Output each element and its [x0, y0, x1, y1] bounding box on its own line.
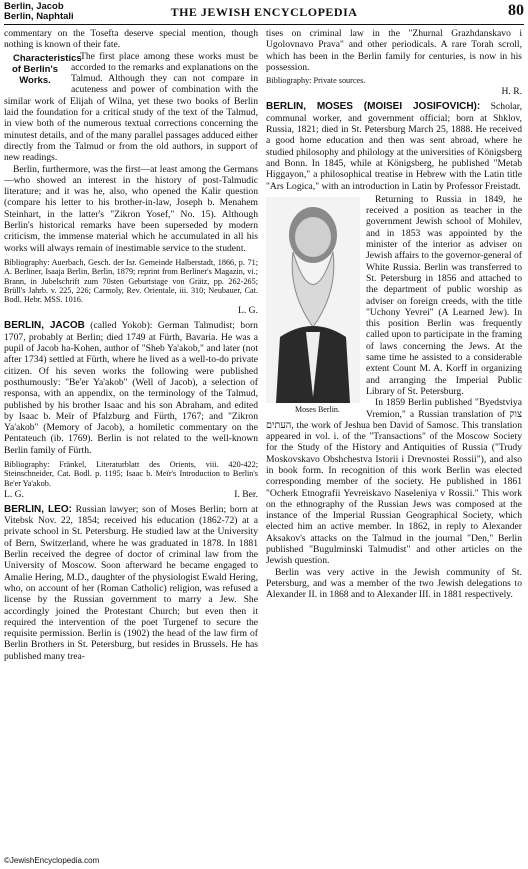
portrait-caption: Moses Berlin.: [295, 404, 340, 414]
article-leo: [4, 504, 258, 662]
article-text: (called Yokob): German Talmudist; born 1707, probably at Berlin; died 1749 at Fürth, Bavaria. He was a pupil of Jacob ha-Kohen, author of "Sheb Ya'akob," and later (not after 1734) settled at Fürth, where he lived as a well-to-do private citizen. Of his seven works the following were published posthumously: "Be'er Ya'akob" (Well of Jacob), a selection of responsa, with an appendix, on the terminology of the Talmud, published by his brother Isaac and his son Abraham, and edited by Isaac b. Meïr of Pfalzburg and Fürth, 1767; and "Zikron Ya'akob" (Memory of Jacob), a homiletic commentary on the Pentateuch (ib. 1769). Berlin is not related to the well-known Berlin family of Fürth.: [4, 320, 258, 456]
article-moses: [266, 101, 522, 191]
paragraph: commentary on the Tosefta deserve special mention, though nothing is known of their fate.: [4, 28, 258, 51]
page-number: 80: [508, 2, 524, 19]
article-text: Scholar, communal worker, and government official; born at Shklov, Russia, 1821; died in St. Petersburg March 25, 1888. He received a good home education and then was sent abroad, where he studied philosophy and philology at the universities of Königsberg and Bonn. In 1845, while at Königsberg, he published "Metab Higgayon," a philosophical treatise in Hebrew with the Latin title "Ars Logica," with an introduction in Latin by Professor Freistadt.: [266, 101, 522, 192]
margin-note: Characteristics of Berlin's Works.: [11, 52, 82, 86]
paragraph-characteristics: [4, 51, 258, 164]
article-text: Russian lawyer; son of Moses Berlin; born at Vitebsk Nov. 22, 1854; received his education (1862-72) at a private school in St. Petersburg. He studied law at the University of Bern, Switzerland, where he was graduated in 1878. In 1881 Berlin received the degree of doctor of criminal law from the University of Moscow. Soon afterward he became engaged to Amalie Hering, M.D., daughter of the physiologist Ewald Hering, who, on account of her (Roman Catholic) religion, was refused a license by the Russian government to marry a Jew. She accordingly joined the Protestant Church; but even then it required the intervention of the poet Turgenef to secure the requisite permission. Berlin is (1902) the head of the law firm of Berlin Brothers in St. Petersburg, but resides in Brussels. He has published many trea-: [4, 503, 258, 662]
paragraph-returning: [266, 193, 522, 414]
portrait-figure: [266, 197, 360, 415]
article-jacob: [4, 320, 258, 456]
paragraph-text: The first place among these works must be accorded to the remarks and explanations on the Talmud. Although they can not compare in acuteness and power of combination with the similar work of Elijah of Wilna, yet these two books of Berlin laid the foundation for a critical study of the text of the Talmud, in view both of the numerous textual corrections concerning the minutest details, and of the many parallel passages adduced either directly from the Talmud or from the old authors, in support of new readings.: [4, 50, 258, 164]
site-credit: ©JewishEncyclopedia.com: [4, 856, 100, 865]
bibliography: Bibliography: Private sources.: [266, 76, 366, 86]
paragraph: tises on criminal law in the "Zhurnal Grazhdanskavo i Ugolovnavo Prava" and other periodicals. A rare Torah scroll, which has been in the Berlin family for centuries, is now in his possession.: [266, 28, 522, 73]
running-head-line2: Berlin, Naphtali: [4, 11, 74, 22]
header-rule: [4, 24, 524, 25]
paragraph: In 1859 Berlin published "Byedstviya Vremion," a Russian translation of צוק העתים, the work of Jeshua ben David of Samosc. This translation appeared in vol. i. of the "Transactions" of the Moscow Society for the Study of the History and Antiquities of Russia ("Trudy Moskovskavo Obshchestva Istorii i Drevnostei Rossii"), and also in book form. In recognition of this work Berlin was elected corresponding member of the society. He published in 1861 "Ocherk Etnografii Yevreiskavo Naseleniya v Rossii." This work on the ethnography of the Russian Jews was composed at the instance of the Imperial Russian Geographical Society, which elected him an active member. In 1862, in reply to Alexander Aksakov's attacks on the Talmud in the journal "Den," Berlin published "Bugulminski Talmudist" and other articles on the Jewish question.: [266, 397, 522, 567]
bibliography: Bibliography: Fränkel, Literaturblatt des Orients, viii. 420-422; Steinschneider, Cat. Bodl. p. 1195; Isaac b. Meïr's Introduction to Berlin's Be'er Ya'akob.: [4, 459, 258, 488]
portrait-image: [266, 197, 360, 403]
page-header: [4, 2, 524, 24]
paragraph-text: Returning to Russia in 1849, he received a position as teacher in the government Jewish school of Mohilev, and in 1853 was appointed by the minister of the interior as adviser on Jewish affairs to the governor-general of White Russia. Berlin was transferred to St. Petersburg in 1856 and attached to the department of public worship as adviser on foreign creeds, with the title "Uchony Yevrei" (A Learned Jew). In this position Berlin was frequently called upon to participate in the framing of laws concerning the Jews. At the same time he assisted to a considerable extent Count M. A. Korff in organizing and arranging the Imperial Public Library of St. Petersburg.: [366, 193, 522, 397]
publication-title: THE JEWISH ENCYCLOPEDIA: [170, 5, 358, 19]
left-column: [4, 28, 258, 662]
headword: BERLIN, JACOB: [4, 320, 85, 332]
paragraph: Berlin, furthermore, was the first—at least among the Germans—who showed an interest in the history of post-Talmudic literature; and it was he, also, who opened the Kalir question (compare his letter to his brother-in-law, Joseph b. Menahem Steinhart, in the latter's "Zikron Yosef," No. 15). Although Berlin's historical remarks have been superseded by modern criticism, the immense material which he accumulated in all his works will always remain of inestimable service to the student.: [4, 163, 258, 254]
signature: L. G.: [238, 305, 258, 317]
signature: H. R.: [501, 86, 522, 98]
headword: BERLIN, MOSES (MOISEI JOSIFOVICH):: [266, 101, 481, 113]
paragraph: Berlin was very active in the Jewish community of St. Petersburg, and was a member of the two Jewish delegations to Alexander II. in 1868 and to Alexander III. in 1881 respectively.: [266, 566, 522, 601]
running-head-line1: Berlin, Jacob: [4, 1, 64, 12]
signature: L. G. I. Ber.: [4, 488, 258, 500]
headword: BERLIN, LEO:: [4, 503, 72, 515]
bibliography: Bibliography: Auerbach, Gesch. der Isr. Gemeinde Halberstadt, 1866, p. 71; A. Berliner, Isaaja Berlin, Berlin, 1879; reprint from Berliner's Magazin, vi.; Brann, in Jubelschrift zum 70sten Geburtstage von Grätz, pp. 262-265; Brüll's Jahrb. v. 225, 226; Carmoly, Rev. Orientale, iii. 310; Neubauer, Cat. Bodl. Hebr. MSS. 1016.: [4, 257, 258, 305]
right-column: [266, 28, 522, 601]
